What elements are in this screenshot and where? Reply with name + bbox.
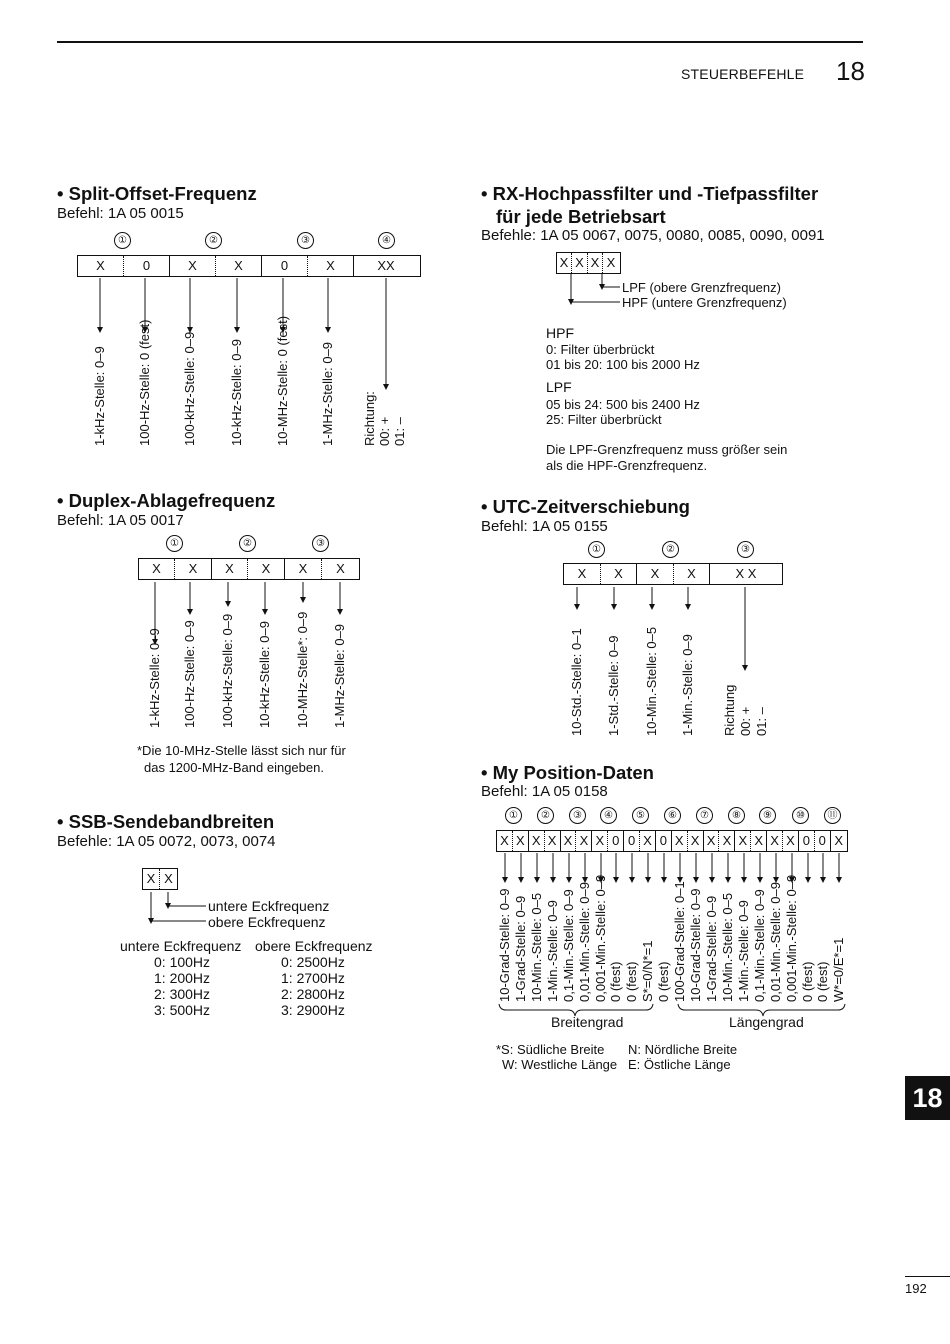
field-cell: X: [143, 869, 160, 889]
digit-label: S*=0/N*=1: [640, 940, 655, 1002]
byte-marker: ①: [166, 535, 183, 552]
direction-label: 01: –: [754, 707, 769, 736]
byte-marker: ⑦: [696, 807, 713, 824]
mypos-box: [496, 830, 848, 852]
field-cell: X: [704, 831, 720, 851]
rx-lpf-label: LPF (obere Grenzfrequenz): [622, 280, 781, 295]
field-cell: X: [212, 559, 248, 579]
field-cell: X: [170, 256, 216, 276]
mypos-note-w: W: Westliche Länge: [502, 1057, 618, 1072]
mypos-note-e: E: Östliche Länge: [628, 1057, 731, 1072]
header-label: STEUERBEFEHLE: [681, 66, 805, 82]
field-cell: 0: [262, 256, 308, 276]
mypos-note-n: N: Nördliche Breite: [628, 1042, 738, 1057]
byte-marker: ③: [312, 535, 329, 552]
ssb-upper-head: obere Eckfrequenz: [255, 938, 373, 954]
ssb-upper-label: obere Eckfrequenz: [208, 914, 326, 930]
digit-label: 1-kHz-Stelle: 0–9: [92, 346, 107, 446]
utc-command: Befehl: 1A 05 0155: [481, 518, 608, 535]
byte-marker: ③: [569, 807, 586, 824]
field-cell: 0: [608, 831, 624, 851]
rx-title-1: • RX-Hochpassfilter und -Tiefpassfilter: [481, 183, 819, 204]
digit-label: 100-Grad-Stelle: 0–1: [672, 881, 687, 1002]
byte-marker: ④: [378, 232, 395, 249]
rx-command: Befehle: 1A 05 0067, 0075, 0080, 0085, 0090, 0091: [481, 227, 825, 244]
digit-label: 1-MHz-Stelle: 0–9: [320, 341, 335, 446]
rx-note-1: Die LPF-Grenzfrequenz muss größer sein: [546, 442, 788, 457]
field-cell: X: [592, 831, 608, 851]
digit-label: W*=0/E*=1: [831, 937, 846, 1002]
rx-hpf-head: HPF: [546, 325, 574, 341]
rx-lpf-line-2: 25: Filter überbrückt: [546, 412, 662, 427]
digit-label: 10-MHz-Stelle*: 0–9: [295, 611, 310, 728]
header-chapter: 18: [836, 56, 865, 86]
digit-label: 0,01-Min.-Stelle: 0–9: [768, 882, 783, 1002]
mypos-lat-label: Breitengrad: [551, 1014, 624, 1030]
field-cell: X: [564, 564, 601, 584]
field-cell: X: [572, 253, 588, 273]
page-number-rule: [905, 1276, 950, 1277]
digit-label: 10-Grad-Stelle: 0–9: [688, 888, 703, 1002]
byte-marker: ②: [239, 535, 256, 552]
field-cell: XX: [377, 258, 395, 273]
field-cell: X: [751, 831, 767, 851]
digit-label: 10-kHz-Stelle: 0–9: [229, 339, 244, 446]
field-cell: X: [606, 255, 616, 270]
digit-label: 0 (fest): [656, 961, 671, 1002]
digit-label: 0 (fest): [608, 961, 623, 1002]
digit-label: 10-kHz-Stelle: 0–9: [257, 621, 272, 728]
digit-label: 0,1-Min.-Stelle: 0–9: [752, 889, 767, 1002]
byte-marker: ③: [737, 541, 754, 558]
rx-title-2: für jede Betriebsart: [496, 206, 666, 227]
field-cell: X: [783, 831, 799, 851]
field-cell: X: [139, 559, 175, 579]
byte-marker: ⑤: [632, 807, 649, 824]
byte-marker: ②: [662, 541, 679, 558]
mypos-note-s: *S: Südliche Breite: [496, 1042, 605, 1057]
ssb-upper-value: 2: 2800Hz: [281, 986, 345, 1002]
direction-label: Richtung:: [362, 391, 377, 446]
ssb-upper-value: 1: 2700Hz: [281, 970, 345, 986]
ssb-box: [142, 868, 178, 890]
duplex-command: Befehl: 1A 05 0017: [57, 512, 184, 529]
rx-box: [556, 252, 621, 274]
page-number: 192: [905, 1281, 927, 1296]
mypos-lon-label: Längengrad: [729, 1014, 804, 1030]
field-cell: X: [601, 564, 637, 584]
field-cell: X: [735, 831, 751, 851]
field-cell: X: [216, 256, 262, 276]
digit-label: 100-Hz-Stelle: 0–9: [182, 620, 197, 728]
digit-label: 1-MHz-Stelle: 0–9: [332, 623, 347, 728]
field-cell: 0: [799, 831, 815, 851]
ssb-upper-value: 3: 2900Hz: [281, 1002, 345, 1018]
digit-label: 10-Min.-Stelle: 0–5: [529, 892, 544, 1002]
rx-lpf-line-1: 05 bis 24: 500 bis 2400 Hz: [546, 397, 700, 412]
field-cell: X: [688, 831, 704, 851]
ssb-lower-head: untere Eckfrequenz: [120, 938, 242, 954]
field-cell: 0: [124, 256, 170, 276]
direction-label: Richtung: [722, 684, 737, 736]
rx-hpf-line-1: 0: Filter überbrückt: [546, 342, 655, 357]
byte-marker: ⑧: [728, 807, 745, 824]
field-cell: X: [576, 831, 592, 851]
field-cell: X: [672, 831, 688, 851]
field-cell: X: [637, 564, 674, 584]
digit-label: 0 (fest): [800, 961, 815, 1002]
digit-label: 100-kHz-Stelle: 0–9: [220, 613, 235, 728]
byte-marker: ②: [205, 232, 222, 249]
duplex-title: • Duplex-Ablagefrequenz: [57, 490, 276, 511]
digit-label: 100-Hz-Stelle: 0 (fest): [137, 319, 152, 446]
digit-label: 1-Grad-Stelle: 0–9: [513, 895, 528, 1002]
field-cell: X: [164, 871, 173, 886]
digit-label: 0 (fest): [624, 961, 639, 1002]
byte-marker: ⑪: [824, 807, 841, 824]
digit-label: 0 (fest): [815, 961, 830, 1002]
digit-label: 0,001-Min.-Stelle: 0–9: [784, 874, 799, 1002]
ssb-upper-value: 0: 2500Hz: [281, 954, 345, 970]
direction-label: 01: –: [392, 417, 407, 446]
digit-label: 1-kHz-Stelle: 0–9: [147, 628, 162, 728]
rx-lpf-head: LPF: [546, 379, 572, 395]
byte-marker: ④: [600, 807, 617, 824]
mypos-title: • My Position-Daten: [481, 762, 654, 783]
split-box: [77, 255, 421, 277]
byte-marker: ⑨: [759, 807, 776, 824]
field-cell: X: [719, 831, 735, 851]
field-cell: 0: [815, 831, 831, 851]
mypos-command: Befehl: 1A 05 0158: [481, 783, 608, 800]
digit-label: 0,001-Min.-Stelle: 0–9: [593, 874, 608, 1002]
field-cell: X: [497, 831, 513, 851]
byte-marker: ②: [537, 807, 554, 824]
digit-label: 1-Min.-Stelle: 0–9: [545, 900, 560, 1002]
utc-title: • UTC-Zeitverschiebung: [481, 496, 690, 517]
field-cell: X: [175, 559, 212, 579]
ssb-lower-value: 2: 300Hz: [154, 986, 211, 1002]
duplex-note-2: das 1200-MHz-Band eingeben.: [144, 760, 324, 775]
rx-note-2: als die HPF-Grenzfrequenz.: [546, 458, 708, 473]
ssb-lower-value: 0: 100Hz: [154, 954, 211, 970]
byte-marker: ⑩: [792, 807, 809, 824]
field-cell: X: [285, 559, 322, 579]
rx-hpf-label: HPF (untere Grenzfrequenz): [622, 295, 787, 310]
field-cell: X: [248, 559, 285, 579]
digit-label: 1-Min.-Stelle: 0–9: [736, 900, 751, 1002]
split-title: • Split-Offset-Frequenz: [57, 183, 257, 204]
field-cell: X: [767, 831, 783, 851]
chapter-tab: 18: [905, 1076, 950, 1120]
field-cell: 0: [624, 831, 640, 851]
direction-label: 00: +: [738, 706, 753, 736]
field-cell: X: [78, 256, 124, 276]
digit-label: 0,01-Min.-Stelle: 0–9: [577, 882, 592, 1002]
digit-label: 10-Min.-Stelle: 0–5: [644, 626, 659, 736]
ssb-lower-label: untere Eckfrequenz: [208, 898, 330, 914]
byte-marker: ⑥: [664, 807, 681, 824]
field-cell: X: [561, 831, 577, 851]
digit-label: 1-Std.-Stelle: 0–9: [606, 635, 621, 736]
digit-label: 100-kHz-Stelle: 0–9: [182, 331, 197, 446]
field-cell: X: [640, 831, 656, 851]
byte-marker: ①: [114, 232, 131, 249]
digit-label: 10-Grad-Stelle: 0–9: [497, 888, 512, 1002]
duplex-note-1: *Die 10-MHz-Stelle lässt sich nur für: [137, 743, 346, 758]
utc-box: [563, 563, 783, 585]
byte-marker: ①: [505, 807, 522, 824]
field-cell: X X: [735, 566, 757, 581]
ssb-title: • SSB-Sendebandbreiten: [57, 811, 275, 832]
byte-marker: ③: [297, 232, 314, 249]
ssb-lower-value: 1: 200Hz: [154, 970, 211, 986]
field-cell: 0: [656, 831, 672, 851]
direction-label: 00: +: [377, 416, 392, 446]
digit-label: 10-Std.-Stelle: 0–1: [569, 628, 584, 736]
field-cell: X: [529, 831, 545, 851]
duplex-box: [138, 558, 360, 580]
rx-hpf-line-2: 01 bis 20: 100 bis 2000 Hz: [546, 357, 700, 372]
field-cell: X: [513, 831, 529, 851]
digit-label: 10-MHz-Stelle: 0 (fest): [275, 315, 290, 446]
field-cell: X: [545, 831, 561, 851]
field-cell: X: [674, 564, 710, 584]
byte-marker: ①: [588, 541, 605, 558]
ssb-command: Befehle: 1A 05 0072, 0073, 0074: [57, 833, 276, 850]
field-cell: X: [336, 561, 345, 576]
field-cell: X: [588, 253, 603, 273]
digit-label: 1-Min.-Stelle: 0–9: [680, 634, 695, 736]
digit-label: 0,1-Min.-Stelle: 0–9: [561, 889, 576, 1002]
field-cell: X: [557, 253, 572, 273]
split-command: Befehl: 1A 05 0015: [57, 205, 184, 222]
digit-label: 1-Grad-Stelle: 0–9: [704, 895, 719, 1002]
field-cell: X: [834, 833, 843, 848]
digit-label: 10-Min.-Stelle: 0–5: [720, 892, 735, 1002]
field-cell: X: [308, 256, 354, 276]
ssb-lower-value: 3: 500Hz: [154, 1002, 211, 1018]
